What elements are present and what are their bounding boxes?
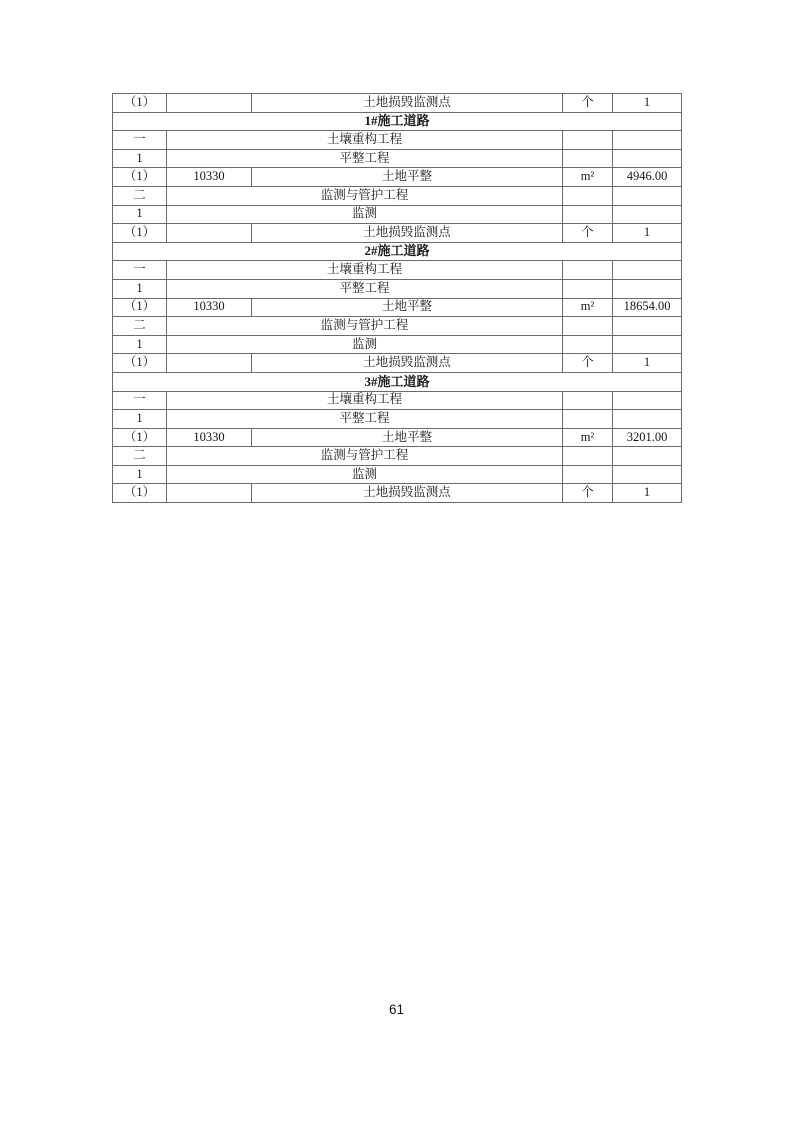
- section-title: 3#施工道路: [113, 372, 682, 391]
- cell-code: [167, 354, 252, 373]
- cell-serial: 1: [113, 410, 167, 429]
- cell-quantity: [613, 410, 682, 429]
- cell-quantity: [613, 447, 682, 466]
- cell-unit: m²: [563, 168, 613, 187]
- cell-name: 监测: [167, 465, 563, 484]
- table-row: [113, 279, 682, 298]
- table-row: [113, 168, 682, 187]
- cell-code: 10330: [167, 168, 252, 187]
- cell-name: 土壤重构工程: [167, 261, 563, 280]
- table-row: [113, 205, 682, 224]
- cell-unit: [563, 279, 613, 298]
- cell-name: 平整工程: [167, 149, 563, 168]
- page-number: 61: [388, 1002, 405, 1017]
- cell-name: 土地损毁监测点: [252, 354, 563, 373]
- cell-serial: （1）: [113, 168, 167, 187]
- table-row: [113, 391, 682, 410]
- cell-quantity: 3201.00: [613, 428, 682, 447]
- cell-name: 土壤重构工程: [167, 131, 563, 150]
- table-row: [113, 447, 682, 466]
- section-header-row: [113, 372, 682, 391]
- cell-quantity: 18654.00: [613, 298, 682, 317]
- cell-quantity: [613, 131, 682, 150]
- cell-name: 土地损毁监测点: [252, 484, 563, 503]
- cell-name: 土地平整: [252, 298, 563, 317]
- table-row: [113, 298, 682, 317]
- cell-quantity: 1: [613, 354, 682, 373]
- cell-quantity: 1: [613, 94, 682, 113]
- cell-unit: [563, 391, 613, 410]
- cell-serial: 二: [113, 186, 167, 205]
- cell-quantity: 1: [613, 484, 682, 503]
- section-header-row: [113, 112, 682, 131]
- cell-serial: 二: [113, 317, 167, 336]
- table-row: [113, 131, 682, 150]
- table-row: [113, 410, 682, 429]
- cell-quantity: [613, 261, 682, 280]
- cell-quantity: [613, 391, 682, 410]
- cell-unit: 个: [563, 94, 613, 113]
- cell-serial: 二: [113, 447, 167, 466]
- table-row: [113, 149, 682, 168]
- cell-unit: 个: [563, 354, 613, 373]
- cell-serial: （1）: [113, 94, 167, 113]
- cell-quantity: [613, 335, 682, 354]
- cell-serial: 一: [113, 131, 167, 150]
- cell-name: 土地损毁监测点: [252, 94, 563, 113]
- table-row: [113, 317, 682, 336]
- cell-quantity: [613, 279, 682, 298]
- cell-code: 10330: [167, 428, 252, 447]
- cell-code: [167, 94, 252, 113]
- cell-unit: m²: [563, 428, 613, 447]
- cell-unit: [563, 186, 613, 205]
- cell-name: 土壤重构工程: [167, 391, 563, 410]
- cell-quantity: [613, 465, 682, 484]
- cell-unit: 个: [563, 224, 613, 243]
- cell-quantity: [613, 317, 682, 336]
- cell-unit: [563, 205, 613, 224]
- cell-name: 监测与管护工程: [167, 317, 563, 336]
- cell-name: 监测与管护工程: [167, 447, 563, 466]
- cell-quantity: [613, 205, 682, 224]
- cell-unit: 个: [563, 484, 613, 503]
- section-title: 1#施工道路: [113, 112, 682, 131]
- cell-serial: （1）: [113, 484, 167, 503]
- cell-code: [167, 224, 252, 243]
- cell-quantity: [613, 149, 682, 168]
- cell-serial: （1）: [113, 428, 167, 447]
- cell-serial: 1: [113, 205, 167, 224]
- cell-name: 监测与管护工程: [167, 186, 563, 205]
- cell-quantity: 4946.00: [613, 168, 682, 187]
- cell-unit: [563, 335, 613, 354]
- cell-quantity: [613, 186, 682, 205]
- cell-unit: [563, 447, 613, 466]
- cell-name: 土地平整: [252, 168, 563, 187]
- cell-unit: [563, 465, 613, 484]
- cell-name: 土地损毁监测点: [252, 224, 563, 243]
- table-row: [113, 354, 682, 373]
- cell-name: 土地平整: [252, 428, 563, 447]
- table-row: [113, 428, 682, 447]
- section-title: 2#施工道路: [113, 242, 682, 261]
- cell-serial: 1: [113, 335, 167, 354]
- table-row: [113, 186, 682, 205]
- cell-code: [167, 484, 252, 503]
- cell-quantity: 1: [613, 224, 682, 243]
- table-row: [113, 261, 682, 280]
- table-row: [113, 335, 682, 354]
- cell-name: 平整工程: [167, 410, 563, 429]
- quantity-table: [112, 93, 682, 503]
- cell-serial: （1）: [113, 298, 167, 317]
- cell-unit: [563, 261, 613, 280]
- cell-serial: 一: [113, 261, 167, 280]
- section-header-row: [113, 242, 682, 261]
- cell-unit: m²: [563, 298, 613, 317]
- cell-unit: [563, 131, 613, 150]
- cell-unit: [563, 317, 613, 336]
- table-row: [113, 465, 682, 484]
- cell-unit: [563, 149, 613, 168]
- cell-serial: 一: [113, 391, 167, 410]
- table-row: [113, 94, 682, 113]
- cell-serial: 1: [113, 279, 167, 298]
- table-row: [113, 224, 682, 243]
- cell-serial: （1）: [113, 354, 167, 373]
- cell-serial: 1: [113, 149, 167, 168]
- cell-name: 监测: [167, 205, 563, 224]
- cell-serial: 1: [113, 465, 167, 484]
- cell-name: 平整工程: [167, 279, 563, 298]
- cell-unit: [563, 410, 613, 429]
- cell-code: 10330: [167, 298, 252, 317]
- cell-serial: （1）: [113, 224, 167, 243]
- table-row: [113, 484, 682, 503]
- cell-name: 监测: [167, 335, 563, 354]
